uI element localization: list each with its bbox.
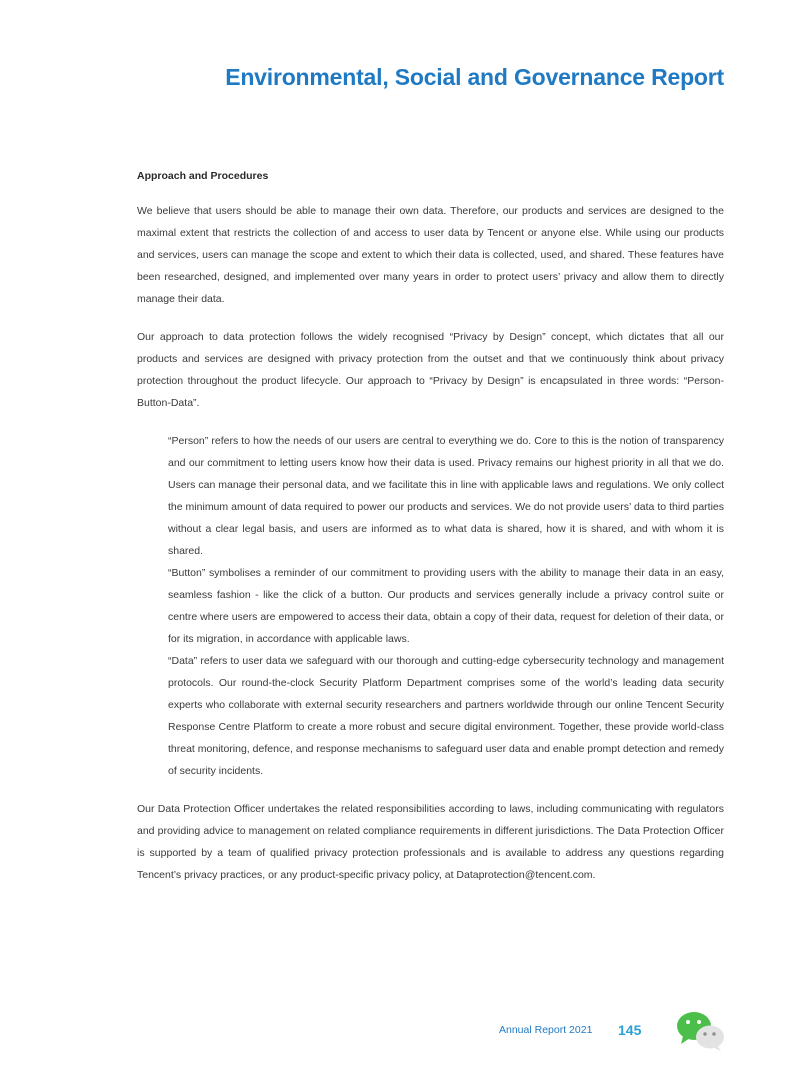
page-number: 145 (618, 1022, 642, 1038)
paragraph-data-protection-officer: Our Data Protection Officer undertakes the related responsibilities according to laws, including communicating with regulators and providing advice to management on related compliance requirements in different jurisdictions. The Data Protection Officer is supported by a team of qualified privacy protection professionals and is available to address any questions regarding Tencent’s privacy practices, or any product-specific privacy policy, at Dataprotection@tencent.com. (137, 803, 724, 881)
list-item-data: “Data” refers to user data we safeguard with our thorough and cutting-edge cybersecurity technology and management protocols. Our round-the-clock Security Platform Department comprises some of the world’s leading data security experts who collaborate with external security researchers and partners worldwide through our online Tencent Security Response Centre Platform to create a more robust and secure digital environment. Together, these provide world-class threat monitoring, defence, and response mechanisms to safeguard user data and enable prompt detection and remedy of security incidents. (168, 655, 724, 777)
paragraph-privacy-by-design: Our approach to data protection follows the widely recognised “Privacy by Design” concept, which dictates that all our products and services are designed with privacy protection from the outset and that we continuously think about privacy protection throughout the product lifecycle. Our approach to “Privacy by Design” is encapsulated in three words: “Person-Button-Data”. (137, 331, 724, 409)
person-button-data-list (168, 430, 724, 782)
footer-label: Annual Report 2021 (499, 1024, 593, 1036)
wechat-logo-icon (675, 1010, 725, 1052)
section-heading: Approach and Procedures (137, 170, 269, 182)
main-content (137, 170, 724, 902)
list-item-person: “Person” refers to how the needs of our users are central to everything we do. Core to this is the notion of transparency and our commitment to letting users know how their data is used. Privacy remains our highest priority in all that we do. Users can manage their personal data, and we facilitate this in line with applicable laws and regulations. We only collect the minimum amount of data required to power our products and services. We do not provide users’ data to third parties without a clear legal basis, and users are informed as to what data is shared, how it is shared, and with whom it is shared. (168, 435, 724, 557)
paragraph-user-data: We believe that users should be able to manage their own data. Therefore, our products and services are designed to the maximal extent that restricts the collection of and access to user data by Tencent or anyone else. While using our products and services, users can manage the scope and extent to which their data is collected, used, and shared. These features have been researched, designed, and implemented over many years in order to protect users’ privacy and allow them to directly manage their data. (137, 205, 724, 305)
report-title: Environmental, Social and Governance Report (225, 64, 724, 90)
list-item-button: “Button” symbolises a reminder of our commitment to providing users with the ability to manage their data in an easy, seamless fashion - like the click of a button. Our products and services generally include a privacy control suite or centre where users are empowered to access their data, obtain a copy of their data, request for deletion of their data, or for its migration, in accordance with applicable laws. (168, 567, 724, 645)
